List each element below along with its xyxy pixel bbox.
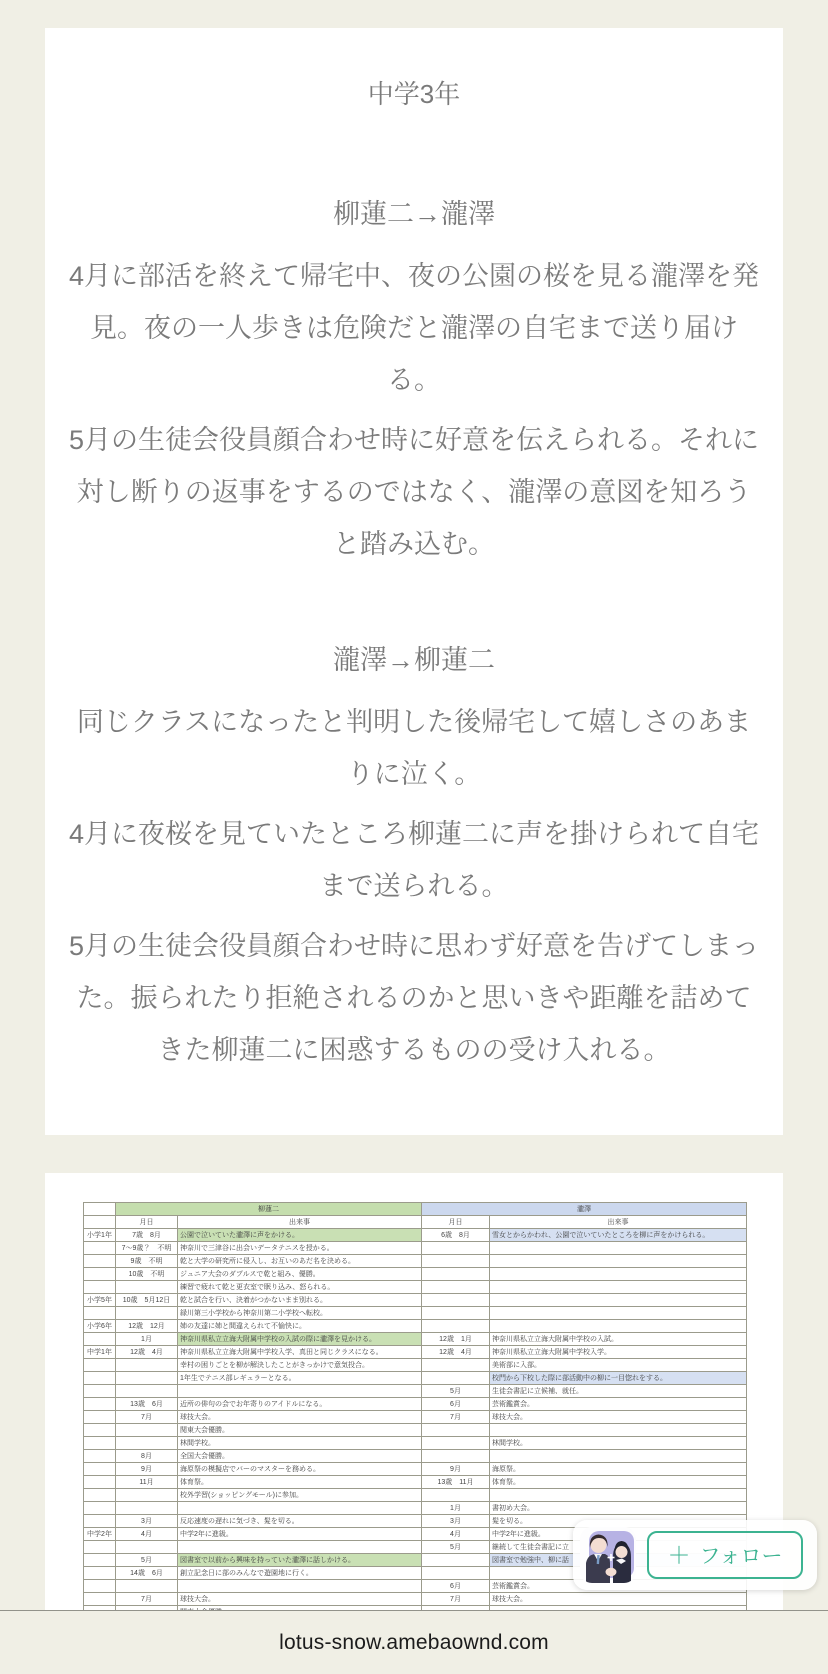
takizawa-event-cell: 林間学校。 xyxy=(490,1437,747,1450)
takizawa-event-cell xyxy=(490,1450,747,1463)
takizawa-event-cell: 美術部に入部。 xyxy=(490,1359,747,1372)
yanagi-date-cell: 7月 xyxy=(116,1411,178,1424)
takizawa-date-cell xyxy=(422,1554,490,1567)
yanagi-event-cell: 全国大会優勝。 xyxy=(178,1450,422,1463)
event-header-cell: 出来事 xyxy=(178,1216,422,1229)
timeline-row xyxy=(84,1255,747,1268)
paragraph: 5月の生徒会役員顔合わせ時に好意を伝えられる。それに対し断りの返事をするのではなく、瀧澤の意図を知ろうと踏み込む。 xyxy=(68,425,759,559)
yanagi-date-cell: 10歳 5月12日 xyxy=(116,1294,178,1307)
timeline-row xyxy=(84,1242,747,1255)
grade-cell xyxy=(84,1476,116,1489)
yanagi-date-cell xyxy=(116,1385,178,1398)
takizawa-date-cell xyxy=(422,1268,490,1281)
yanagi-date-cell xyxy=(116,1424,178,1437)
yanagi-date-cell: 11月 xyxy=(116,1476,178,1489)
paragraph: 同じクラスになったと判明した後帰宅して嬉しさのあまりに泣く。 xyxy=(76,707,752,789)
yanagi-event-cell: 反応速度の遅れに気づき、髪を切る。 xyxy=(178,1515,422,1528)
yanagi-event-cell: 図書室で以前から興味を持っていた瀧澤に話しかける。 xyxy=(178,1554,422,1567)
takizawa-event-cell xyxy=(490,1489,747,1502)
yanagi-date-cell: 13歳 6月 xyxy=(116,1398,178,1411)
takizawa-date-cell: 7月 xyxy=(422,1411,490,1424)
timeline-row xyxy=(84,1411,747,1424)
grade-cell xyxy=(84,1463,116,1476)
takizawa-event-cell: 図書室で勉強中、柳に話 xyxy=(490,1554,747,1567)
timeline-row xyxy=(84,1333,747,1346)
yanagi-date-cell xyxy=(116,1580,178,1593)
paragraph: 5月の生徒会役員顔合わせ時に思わず好意を告げてしまった。振られたり拒絶されるのかと思いきや距離を詰めてきた柳蓮二に困惑するものの受け入れる。 xyxy=(68,931,759,1065)
date-header-cell: 月日 xyxy=(422,1216,490,1229)
timeline-row xyxy=(84,1359,747,1372)
takizawa-date-cell: 12歳 4月 xyxy=(422,1346,490,1359)
yanagi-date-cell: 8月 xyxy=(116,1450,178,1463)
timeline-row xyxy=(84,1229,747,1242)
timeline-row xyxy=(84,1294,747,1307)
yanagi-date-cell xyxy=(116,1437,178,1450)
timeline-row xyxy=(84,1476,747,1489)
takizawa-event-cell: 球技大会。 xyxy=(490,1593,747,1606)
yanagi-event-cell: 神奈川で三津谷に出会いデータテニスを授かる。 xyxy=(178,1242,422,1255)
takizawa-date-cell: 1月 xyxy=(422,1502,490,1515)
yanagi-date-cell xyxy=(116,1281,178,1294)
takizawa-event-cell xyxy=(490,1307,747,1320)
timeline-row xyxy=(84,1424,747,1437)
yanagi-date-cell xyxy=(116,1502,178,1515)
takizawa-event-cell xyxy=(490,1255,747,1268)
grade-cell: 小学5年 xyxy=(84,1294,116,1307)
grade-cell xyxy=(84,1411,116,1424)
yanagi-event-cell xyxy=(178,1502,422,1515)
yanagi-date-cell: 4月 xyxy=(116,1528,178,1541)
paragraph: 4月に夜桜を見ていたところ柳蓮二に声を掛けられて自宅まで送られる。 xyxy=(68,819,759,901)
yanagi-date-cell: 9歳 不明 xyxy=(116,1255,178,1268)
paragraph: 4月に部活を終えて帰宅中、夜の公園の桜を見る瀧澤を発見。夜の一人歩きは危険だと瀧澤の自宅まで送り届ける。 xyxy=(68,261,759,395)
yanagi-event-cell: 球技大会。 xyxy=(178,1411,422,1424)
grade-cell xyxy=(84,1333,116,1346)
grade-cell: 中学1年 xyxy=(84,1346,116,1359)
yanagi-date-cell: 12歳 4月 xyxy=(116,1346,178,1359)
yanagi-date-cell: 1月 xyxy=(116,1333,178,1346)
corner-cell xyxy=(84,1203,116,1216)
yanagi-event-cell: 神奈川県私立立海大附属中学校入学、真田と同じクラスになる。 xyxy=(178,1346,422,1359)
yanagi-event-cell: 創立記念日に部のみんなで遊園地に行く。 xyxy=(178,1567,422,1580)
takizawa-date-cell xyxy=(422,1424,490,1437)
yanagi-event-cell: 乾と大学の研究所に侵入し、お互いのあだ名を決める。 xyxy=(178,1255,422,1268)
takizawa-event-cell xyxy=(490,1242,747,1255)
date-header-cell: 月日 xyxy=(116,1216,178,1229)
grade-cell xyxy=(84,1307,116,1320)
takizawa-date-cell xyxy=(422,1242,490,1255)
takizawa-event-cell: 神奈川県私立立海大附属中学校の入試。 xyxy=(490,1333,747,1346)
grade-cell xyxy=(84,1489,116,1502)
yanagi-date-cell: 3月 xyxy=(116,1515,178,1528)
takizawa-event-cell: 生徒会書記に立候補、就任。 xyxy=(490,1385,747,1398)
takizawa-date-cell: 12歳 1月 xyxy=(422,1333,490,1346)
grade-cell xyxy=(84,1242,116,1255)
grade-cell: 小学6年 xyxy=(84,1320,116,1333)
timeline-header-row xyxy=(84,1203,747,1216)
yanagi-date-cell xyxy=(116,1372,178,1385)
event-header-cell: 出来事 xyxy=(490,1216,747,1229)
timeline-row xyxy=(84,1593,747,1606)
grade-cell xyxy=(84,1268,116,1281)
section-heading-takizawa-to-yanagi: 瀧澤→柳蓮二 xyxy=(333,645,495,675)
timeline-row xyxy=(84,1463,747,1476)
takizawa-event-cell: 芸術鑑賞会。 xyxy=(490,1398,747,1411)
takizawa-date-cell: 6月 xyxy=(422,1398,490,1411)
grade-cell xyxy=(84,1541,116,1554)
follow-widget xyxy=(573,1520,817,1590)
takizawa-date-cell xyxy=(422,1307,490,1320)
yanagi-event-cell: 関東大会優勝。 xyxy=(178,1424,422,1437)
timeline-row xyxy=(84,1346,747,1359)
timeline-row xyxy=(84,1372,747,1385)
takizawa-event-cell: 球技大会。 xyxy=(490,1411,747,1424)
follow-button[interactable] xyxy=(647,1531,803,1579)
yanagi-event-cell: 中学2年に進級。 xyxy=(178,1528,422,1541)
timeline-row xyxy=(84,1489,747,1502)
yanagi-event-cell: 緑川第三小学校から神奈川第二小学校へ転校。 xyxy=(178,1307,422,1320)
yanagi-event-cell xyxy=(178,1385,422,1398)
takizawa-event-cell: 髪を切る。 xyxy=(490,1515,747,1528)
grade-header-cell xyxy=(84,1216,116,1229)
follow-button-label: フォロー xyxy=(699,1545,783,1568)
article-card xyxy=(45,28,783,1135)
yanagi-date-cell: 10歳 不明 xyxy=(116,1268,178,1281)
takizawa-event-cell xyxy=(490,1281,747,1294)
yanagi-date-cell: 7～9歳？ 不明 xyxy=(116,1242,178,1255)
yanagi-date-cell: 7歳 8月 xyxy=(116,1229,178,1242)
takizawa-date-cell: 5月 xyxy=(422,1385,490,1398)
takizawa-event-cell: 書初め大会。 xyxy=(490,1502,747,1515)
takizawa-date-cell xyxy=(422,1437,490,1450)
profile-avatar[interactable] xyxy=(580,1527,636,1583)
grade-cell xyxy=(84,1593,116,1606)
takizawa-date-cell: 4月 xyxy=(422,1528,490,1541)
grade-cell: 中学2年 xyxy=(84,1528,116,1541)
grade-cell xyxy=(84,1515,116,1528)
takizawa-date-cell xyxy=(422,1320,490,1333)
yanagi-event-cell: 体育祭。 xyxy=(178,1476,422,1489)
takizawa-event-cell: 雪女とからかわれ、公園で泣いていたところを柳に声をかけられる。 xyxy=(490,1229,747,1242)
yanagi-event-cell: 1年生でテニス部レギュラーとなる。 xyxy=(178,1372,422,1385)
takizawa-date-cell: 6月 xyxy=(422,1580,490,1593)
yanagi-event-cell: 近所の俳句の会でお年寄りのアイドルになる。 xyxy=(178,1398,422,1411)
grade-cell xyxy=(84,1424,116,1437)
takizawa-date-cell xyxy=(422,1255,490,1268)
avatar-illustration xyxy=(580,1527,636,1583)
takizawa-event-cell: 体育祭。 xyxy=(490,1476,747,1489)
yanagi-date-cell: 12歳 12月 xyxy=(116,1320,178,1333)
takizawa-date-cell xyxy=(422,1489,490,1502)
timeline-row xyxy=(84,1307,747,1320)
yanagi-event-cell: 校外学習(ショッピングモール)に参加。 xyxy=(178,1489,422,1502)
yanagi-date-cell: 7月 xyxy=(116,1593,178,1606)
grade-cell xyxy=(84,1398,116,1411)
timeline-row xyxy=(84,1320,747,1333)
yanagi-event-cell: 姉の友達に姉と間違えられて不愉快に。 xyxy=(178,1320,422,1333)
yanagi-event-cell: 幸村の困りごとを柳が解決したことがきっかけで意気投合。 xyxy=(178,1359,422,1372)
yanagi-date-cell xyxy=(116,1307,178,1320)
page-title: 中学3年 xyxy=(367,79,461,109)
timeline-row xyxy=(84,1502,747,1515)
takizawa-event-cell xyxy=(490,1320,747,1333)
takizawa-date-cell xyxy=(422,1372,490,1385)
takizawa-event-cell: 校門から下校した際に部活動中の柳に一目惚れをする。 xyxy=(490,1372,747,1385)
yanagi-date-cell: 5月 xyxy=(116,1554,178,1567)
yanagi-event-cell xyxy=(178,1580,422,1593)
yanagi-date-cell xyxy=(116,1541,178,1554)
takizawa-event-cell: 継続して生徒会書記に立 xyxy=(490,1541,747,1554)
grade-cell xyxy=(84,1567,116,1580)
url-text: lotus-snow.amebaownd.com xyxy=(279,1630,549,1654)
grade-cell xyxy=(84,1450,116,1463)
timeline-row xyxy=(84,1450,747,1463)
yanagi-event-cell xyxy=(178,1541,422,1554)
takizawa-date-cell xyxy=(422,1567,490,1580)
grade-cell xyxy=(84,1554,116,1567)
timeline-row xyxy=(84,1268,747,1281)
grade-cell xyxy=(84,1359,116,1372)
takizawa-date-cell: 13歳 11月 xyxy=(422,1476,490,1489)
takizawa-date-cell xyxy=(422,1450,490,1463)
yanagi-event-cell: 球技大会。 xyxy=(178,1593,422,1606)
takizawa-date-cell: 3月 xyxy=(422,1515,490,1528)
grade-cell xyxy=(84,1385,116,1398)
takizawa-event-cell: 海原祭。 xyxy=(490,1463,747,1476)
takizawa-event-cell xyxy=(490,1294,747,1307)
grade-cell: 小学1年 xyxy=(84,1229,116,1242)
timeline-row xyxy=(84,1398,747,1411)
takizawa-event-cell: 神奈川県私立立海大附属中学校入学。 xyxy=(490,1346,747,1359)
yanagi-date-cell: 9月 xyxy=(116,1463,178,1476)
grade-cell xyxy=(84,1502,116,1515)
takizawa-date-cell: 6歳 8月 xyxy=(422,1229,490,1242)
grade-cell xyxy=(84,1281,116,1294)
yanagi-event-cell: 練習で疲れて乾と更衣室で眠り込み、怒られる。 xyxy=(178,1281,422,1294)
grade-cell xyxy=(84,1372,116,1385)
yanagi-event-cell: 林間学校。 xyxy=(178,1437,422,1450)
takizawa-event-cell: 中学2年に進級。 xyxy=(490,1528,747,1541)
plus-icon: ＋ xyxy=(667,1541,691,1568)
yanagi-event-cell: ジュニア大会のダブルスで乾と組み、優勝。 xyxy=(178,1268,422,1281)
takizawa-event-cell xyxy=(490,1268,747,1281)
yanagi-column-header: 柳蓮二 xyxy=(116,1203,422,1216)
timeline-row xyxy=(84,1385,747,1398)
yanagi-event-cell: 神奈川県私立立海大附属中学校の入試の際に瀧澤を見かける。 xyxy=(178,1333,422,1346)
takizawa-date-cell: 9月 xyxy=(422,1463,490,1476)
section-heading-yanagi-to-takizawa: 柳蓮二→瀧澤 xyxy=(333,199,495,229)
timeline-row xyxy=(84,1437,747,1450)
takizawa-date-cell xyxy=(422,1359,490,1372)
takizawa-date-cell xyxy=(422,1294,490,1307)
takizawa-date-cell: 7月 xyxy=(422,1593,490,1606)
takizawa-date-cell xyxy=(422,1281,490,1294)
timeline-row xyxy=(84,1281,747,1294)
takizawa-event-cell: 芸術鑑賞会。 xyxy=(490,1580,747,1593)
yanagi-event-cell: 乾と試合を行い、決着がつかないまま別れる。 xyxy=(178,1294,422,1307)
yanagi-event-cell: 海原祭の模擬店でバーのマスターを務める。 xyxy=(178,1463,422,1476)
takizawa-event-cell xyxy=(490,1424,747,1437)
takizawa-date-cell: 5月 xyxy=(422,1541,490,1554)
yanagi-date-cell: 14歳 6月 xyxy=(116,1567,178,1580)
takizawa-column-header: 瀧澤 xyxy=(422,1203,747,1216)
timeline-subheader-row xyxy=(84,1216,747,1229)
grade-cell xyxy=(84,1437,116,1450)
grade-cell xyxy=(84,1255,116,1268)
browser-url-bar[interactable] xyxy=(0,1610,828,1674)
yanagi-date-cell xyxy=(116,1489,178,1502)
yanagi-event-cell: 公園で泣いていた瀧澤に声をかける。 xyxy=(178,1229,422,1242)
yanagi-date-cell xyxy=(116,1359,178,1372)
grade-cell xyxy=(84,1580,116,1593)
